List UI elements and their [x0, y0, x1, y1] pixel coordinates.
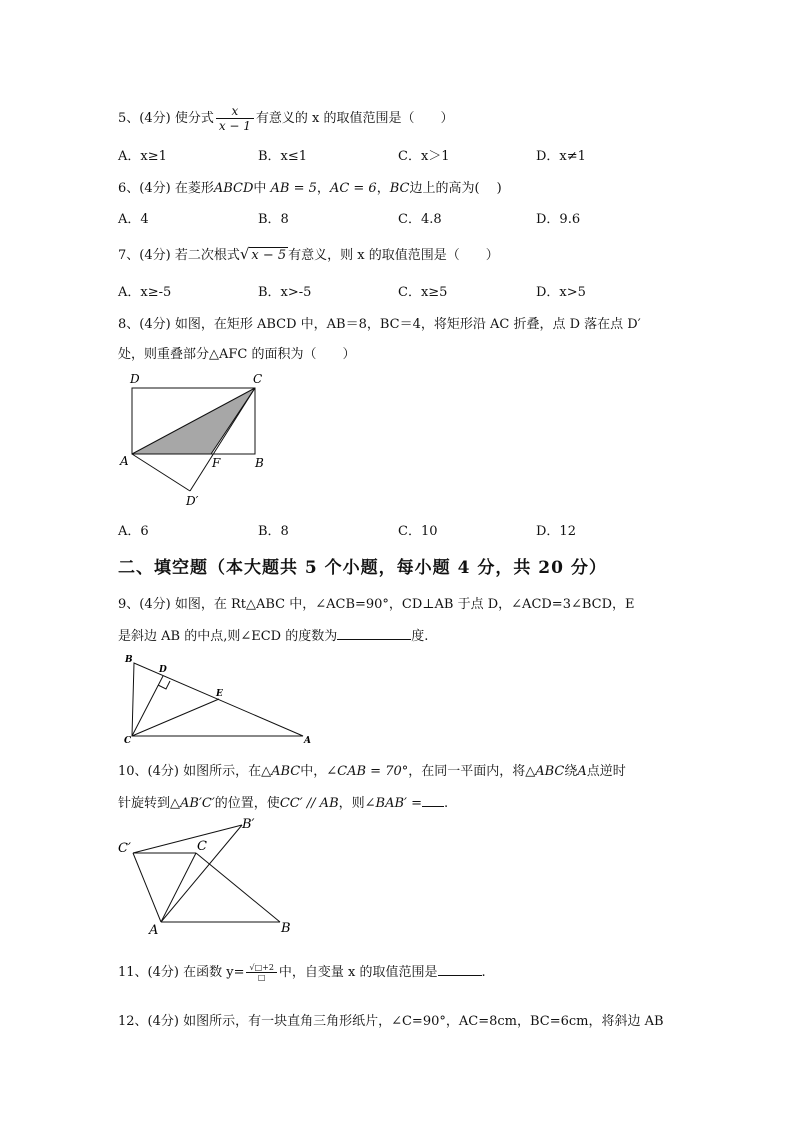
q11-prefix: 11、(4分) 在函数 y= [118, 965, 245, 980]
q7-suffix: 有意义，则 x 的取值范围是（ ） [288, 248, 499, 263]
q5-option-b: B．x≤1 [258, 149, 308, 164]
label-e: E [216, 689, 223, 699]
q11-answer-blank [438, 975, 482, 976]
label-c-prime: C′ [118, 841, 131, 856]
label-b: B [281, 921, 291, 936]
question-11 [118, 961, 486, 982]
q8-option-b: B．8 [258, 524, 289, 539]
q7-prefix: 7、(4分) 若二次根式 [118, 248, 240, 263]
q11-middle: 中，自变量 x 的取值范围是 [278, 965, 438, 980]
question-5 [118, 104, 454, 133]
q12-line-1: 12、(4分) 如图所示，有一块直角三角形纸片，∠C=90°，AC=8cm，BC=6cm，将斜边 AB [118, 1014, 664, 1029]
q6-text-e: 边上的高为( ) [409, 181, 502, 196]
q6-option-d: D．9.6 [536, 212, 581, 227]
q10-text-2c: ，则 [338, 796, 365, 811]
label-b: B [255, 456, 264, 470]
label-f: F [212, 456, 221, 470]
q8-option-a: A．6 [118, 524, 149, 539]
q6-text-a: 6、(4分) 在菱形 [118, 181, 214, 196]
q10-math-angle-bab: ∠BAB′ = [364, 796, 423, 811]
q11-suffix: . [481, 965, 486, 980]
q8-option-c: C．10 [398, 524, 438, 539]
q5-suffix: 有意义的 x 的取值范围是（ ） [255, 111, 454, 126]
q6-text-c: ， [316, 181, 330, 196]
q9-line-2 [118, 625, 428, 644]
q10-text-2a: 针旋转到△ [118, 796, 180, 811]
q10-text-1a: 10、(4分) 如图所示，在△ [118, 764, 272, 779]
segment-c-b [196, 853, 280, 922]
label-a: A [149, 923, 159, 938]
q10-line-1 [118, 760, 626, 779]
segment-c-prime-b-prime [133, 825, 242, 853]
q6-math-bc: BC [389, 181, 410, 196]
q10-math-abc: ABC [271, 764, 301, 779]
q10-text-1c: ，在同一平面内，将△ [408, 764, 536, 779]
q8-line-1: 8、(4分) 如图，在矩形 ABCD 中，AB＝8，BC＝4，将矩形沿 AC 折叠，点 D 落在点 D′ [118, 317, 641, 332]
q5-numerator: x [216, 104, 254, 119]
q6-math-abcd: ABCD [213, 181, 254, 196]
q7-option-c: C．x≥5 [398, 285, 448, 300]
segment-ad-prime [132, 454, 190, 491]
label-c: C [253, 372, 263, 386]
section-2-heading: 二、填空题（本大题共 5 个小题，每小题 4 分，共 20 分） [118, 558, 607, 578]
label-a: A [304, 736, 311, 745]
label-b-prime: B′ [242, 817, 255, 832]
q6-text-b: 中 [253, 181, 267, 196]
q8-option-d: D．12 [536, 524, 576, 539]
q10-text-1e: 点逆时 [586, 764, 626, 779]
label-d: D [130, 372, 140, 386]
label-c: C [197, 839, 207, 854]
q5-option-d: D．x≠1 [536, 149, 586, 164]
segment-ce [132, 699, 219, 736]
q6-option-a: A．4 [118, 212, 149, 227]
label-b: B [125, 655, 133, 665]
q7-option-d: D．x>5 [536, 285, 586, 300]
segment-c-prime-a [133, 853, 161, 922]
q10-figure [112, 815, 302, 940]
q10-math-parallel: CC′ // AB [279, 796, 339, 811]
q9-figure [118, 650, 318, 745]
q10-text-1d: 绕 [564, 764, 578, 779]
q8-line-2: 处，则重叠部分△AFC 的面积为（ ） [118, 347, 356, 362]
label-d-prime: D′ [186, 494, 199, 508]
q10-text-2b: 的位置，使 [214, 796, 280, 811]
q5-option-c: C．x＞1 [398, 149, 450, 164]
q6-option-b: B．8 [258, 212, 289, 227]
q10-line-2 [118, 792, 448, 811]
q10-math-angle-cab: ∠CAB = 70° [326, 764, 409, 779]
q7-option-a: A．x≥-5 [118, 285, 172, 300]
q9-line-2a: 是斜边 AB 的中点,则∠ECD 的度数为 [118, 629, 338, 644]
q5-option-a: A．x≥1 [118, 149, 167, 164]
q9-answer-blank [337, 639, 411, 640]
q6-math-ac: AC = 6 [329, 181, 377, 196]
q7-radicand: x − 5 [251, 248, 287, 263]
segment-a-c [161, 853, 196, 922]
q5-denominator: x − 1 [218, 119, 251, 133]
question-7 [118, 244, 499, 263]
question-6 [118, 177, 502, 196]
label-c: C [124, 736, 132, 745]
label-d: D [159, 665, 167, 675]
q6-text-d: ， [376, 181, 390, 196]
q6-math-ab: AB = 5 [270, 181, 317, 196]
q11-denominator: □ [257, 973, 266, 982]
q10-math-abc-prime: AB′C′ [180, 796, 215, 811]
q7-option-b: B．x>-5 [258, 285, 312, 300]
label-a: A [120, 454, 129, 468]
q10-text-1b: 中， [300, 764, 327, 779]
q10-math-abc-2: ABC [535, 764, 565, 779]
q11-fraction [246, 963, 276, 982]
shaded-triangle-afc [132, 388, 255, 454]
q5-prefix: 5、(4分) 使分式 [118, 111, 214, 126]
q9-line-1: 9、(4分) 如图，在 Rt△ABC 中，∠ACB=90°，CD⊥AB 于点 D，∠ACD=3∠BCD，E [118, 597, 635, 612]
q10-answer-blank [422, 806, 444, 807]
q8-figure [110, 365, 280, 510]
q9-line-2b: 度. [411, 629, 429, 644]
q6-option-c: C．4.8 [398, 212, 442, 227]
q10-math-a: A [577, 764, 587, 779]
q11-numerator: √□+2 [246, 963, 276, 973]
q10-text-2d: . [444, 796, 449, 811]
q5-fraction [216, 104, 254, 133]
sqrt-icon: √ [239, 245, 250, 263]
